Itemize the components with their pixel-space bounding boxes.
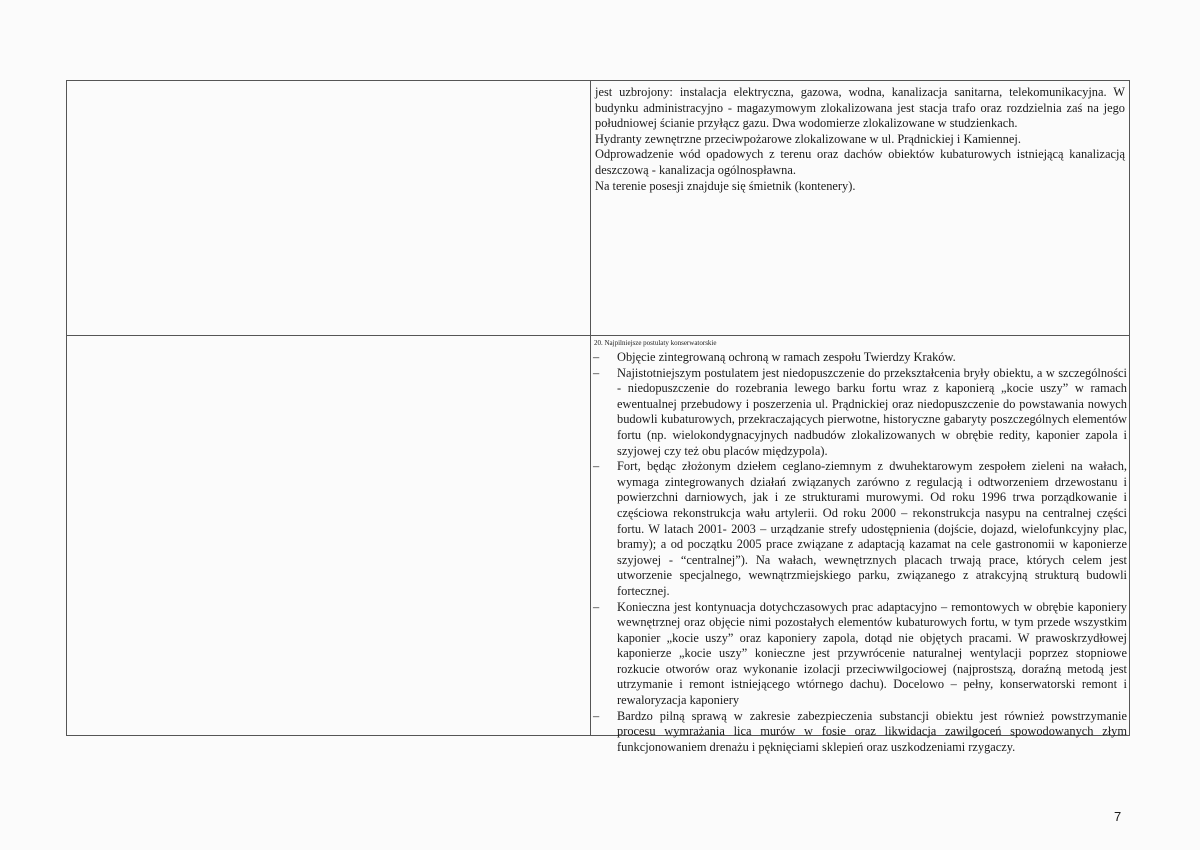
paragraph: Na terenie posesji znajduje się śmietnik (kontenery). [595,178,856,193]
dash-bullet: – [593,459,600,474]
document-table [66,80,1130,754]
list-item-text: Konieczna jest kontynuacja dotychczasowych prac adaptacyjno – remontowych w obrębie kaponiery wewnętrznej oraz objęcie nimi pozostałych elementów kubaturowych fortu, w tym przede wszystkim kaponier „kocie uszy” oraz kaponiery zapola, dotąd nie objętych pracami. W prawoskrzydłowej kaponierze „kocie uszy” konieczne jest przywrócenie naturalnej wentylacji poprzez stopniowe rozkucie otworów oraz wykonanie izolacji przeciwwilgociowej (najprostszą, doraźną metodą jest utrzymanie i remont istniejącego wtórnego dachu). Docelowo – pełny, konserwatorski remont i rewaloryzacja kaponiery [617,599,1127,708]
postulates-list [593,350,1127,755]
list-item-text: Najistotniejszym postulatem jest niedopuszczenie do przekształcenia bryły obiektu, a w szczególności - niedopuszczenie do rozebrania lewego barku fortu wraz z kaponierą „kocie uszy” w ramach ewentualnej przebudowy i poszerzenia ul. Prądnickiej oraz niedopuszczenie do powstawania nowych budowli kubaturowych, przekraczających pierwotne, historyczne gabaryty poszczególnych elementów fortu (np. wielokondygnacyjnych nadbudów zlokalizowanych w obrębie redity, kaponier zapola i szyjowej czy też obu placów międzypola). [617,365,1127,458]
list-item [593,366,1127,460]
list-item-text: Bardzo pilną sprawą w zakresie zabezpieczenia substancji obiektu jest również powstrzymanie procesu wymrażania lica murów w fosie oraz likwidacja zawilgoceń spowodowanych złym funkcjonowaniem drenażu i pęknięciami sklepień oraz uszkodzeniami rzygaczy. [617,708,1127,754]
page-number: 7 [1114,809,1122,824]
utilities-description-cell [595,85,1125,194]
list-item [593,709,1127,756]
row-divider [67,335,1129,336]
dash-bullet: – [593,350,600,364]
list-item [593,600,1127,709]
list-item-text: Fort, będąc złożonym dziełem ceglano-ziemnym z dwuhektarowym zespołem zieleni na wałach, wymaga zintegrowanych działań związanych zarówno z regulacją i odtworzeniem drzewostanu i powierzchni darniowych, jak i ze strukturami murowymi. Od roku 1996 trwa porządkowanie i częściowa rekonstrukcja wału artylerii. Od roku 2000 – rekonstrukcja nasypu na centralnej części fortu. W latach 2001- 2003 – urządzanie strefy udostępnienia (dojście, dojazd, wielofunkcyjny plac, bramy); a od początku 2005 prace związane z adaptacją kazamat na cele gastronomii w kaponierze szyjowej - “centralnej”). Na wałach, wewnętrznych placach trwają prace, których celem jest utworzenie specjalnego, wewnątrzmiejskiego parku, związanego z atrakcyjną strukturą budowli fortecznej. [617,459,1127,598]
dash-bullet: – [593,365,600,380]
list-item [593,350,1127,366]
dash-bullet: – [593,708,600,723]
conservation-postulates-cell [593,338,1127,755]
list-item [593,459,1127,599]
paragraph: jest uzbrojony: instalacja elektryczna, gazowa, wodna, kanalizacja sanitarna, telekomunikacyjna. W budynku administracyjno - magazymowym zlokalizowana jest stacja trafo oraz rozdzielnia zaś na jego południowej ścianie przyłącz gazu. Dwa wodomierze zlokalizowane w studzienkach. [595,85,1125,131]
paragraph: Odprowadzenie wód opadowych z terenu oraz dachów obiektów kubaturowych istniejącą kanalizacją deszczową - kanalizacja ogólnospławna. [595,147,1125,177]
section-heading: 20. Najpilniejsze postulaty konserwatorskie [594,339,717,347]
list-item-text: Objęcie zintegrowaną ochroną w ramach zespołu Twierdzy Kraków. [617,350,956,364]
column-divider [590,81,591,735]
dash-bullet: – [593,599,600,614]
paragraph: Hydranty zewnętrzne przeciwpożarowe zlokalizowane w ul. Prądnickiej i Kamiennej. [595,131,1021,146]
